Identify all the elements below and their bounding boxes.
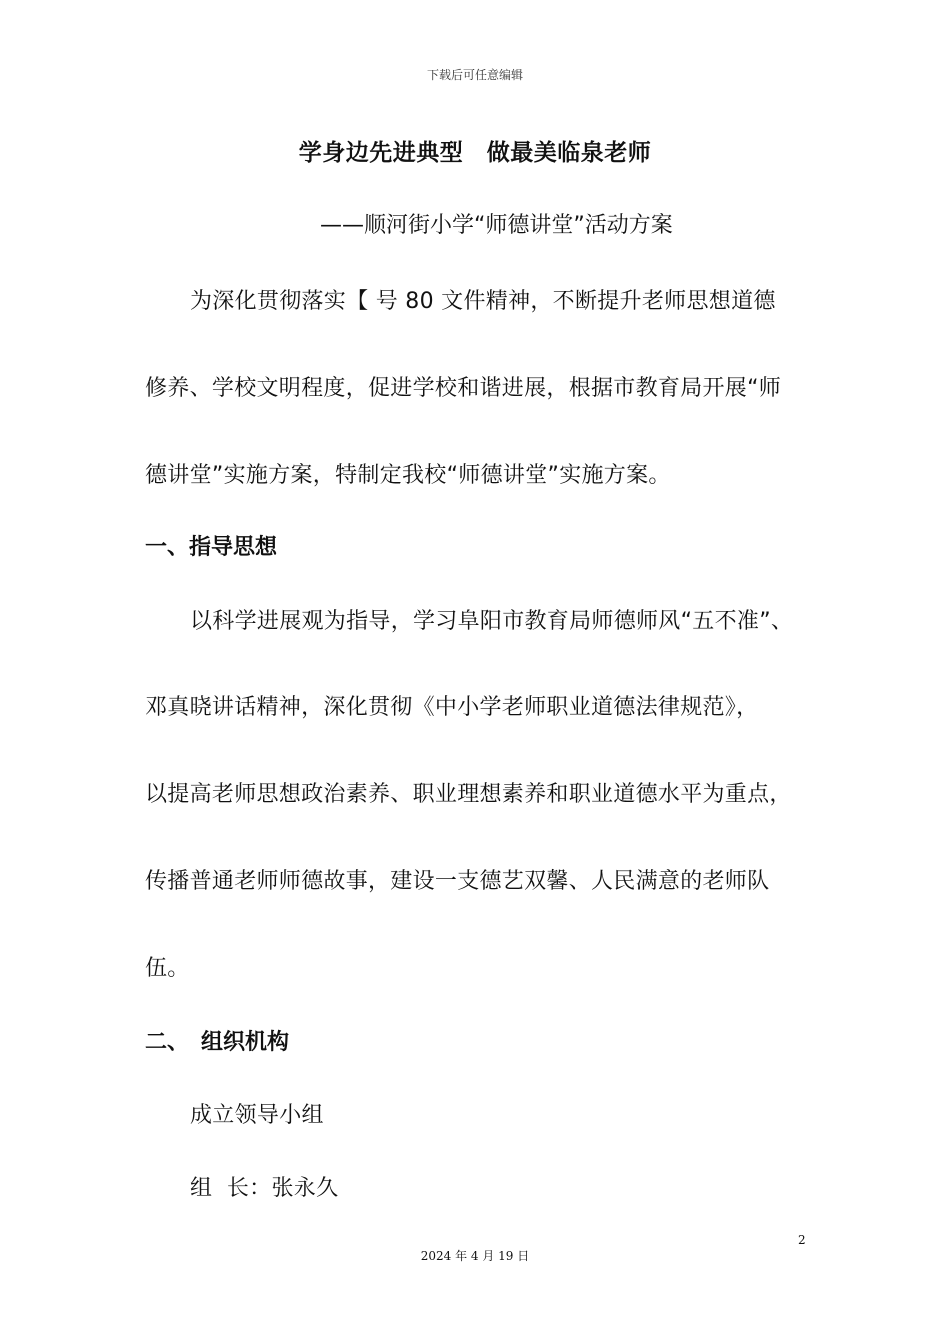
document-subtitle: ——顺河街小学“师德讲堂”活动方案 bbox=[320, 213, 673, 238]
section1-line-3: 以提高老师思想政治素养、职业理想素养和职业道德水平为重点， bbox=[145, 782, 792, 807]
intro-line-3: 德讲堂”实施方案，特制定我校“师德讲堂”实施方案。 bbox=[145, 463, 671, 488]
section2-line-1: 成立领导小组 bbox=[190, 1103, 324, 1128]
section1-line-5: 伍。 bbox=[145, 956, 190, 981]
document-title: 学身边先进典型 做最美临泉老师 bbox=[298, 140, 652, 166]
section1-line-1: 以科学进展观为指导，学习阜阳市教育局师德师风“五不准”、 bbox=[190, 609, 794, 634]
section2-heading-text: 组织机构 bbox=[201, 1030, 290, 1055]
section1-line-4: 传播普通老师师德故事，建设一支德艺双馨、人民满意的老师队 bbox=[145, 869, 770, 894]
section1-heading: 一、指导思想 bbox=[145, 535, 278, 560]
section2-line-2: 组 长：张永久 bbox=[190, 1176, 339, 1201]
section1-line-2: 邓真晓讲话精神，深化贯彻《中小学老师职业道德法律规范》， bbox=[145, 695, 759, 720]
section2-heading-number: 二、 bbox=[145, 1030, 190, 1055]
intro-line-1: 为深化贯彻落实【 号 80 文件精神，不断提升老师思想道德 bbox=[190, 289, 776, 314]
page-number: 2 bbox=[798, 1233, 806, 1247]
header-note: 下载后可任意编辑 bbox=[426, 68, 523, 82]
footer-date: 2024 年 4 月 19 日 bbox=[420, 1249, 530, 1263]
intro-line-2: 修养、学校文明程度，促进学校和谐进展，根据市教育局开展“师 bbox=[145, 376, 782, 401]
